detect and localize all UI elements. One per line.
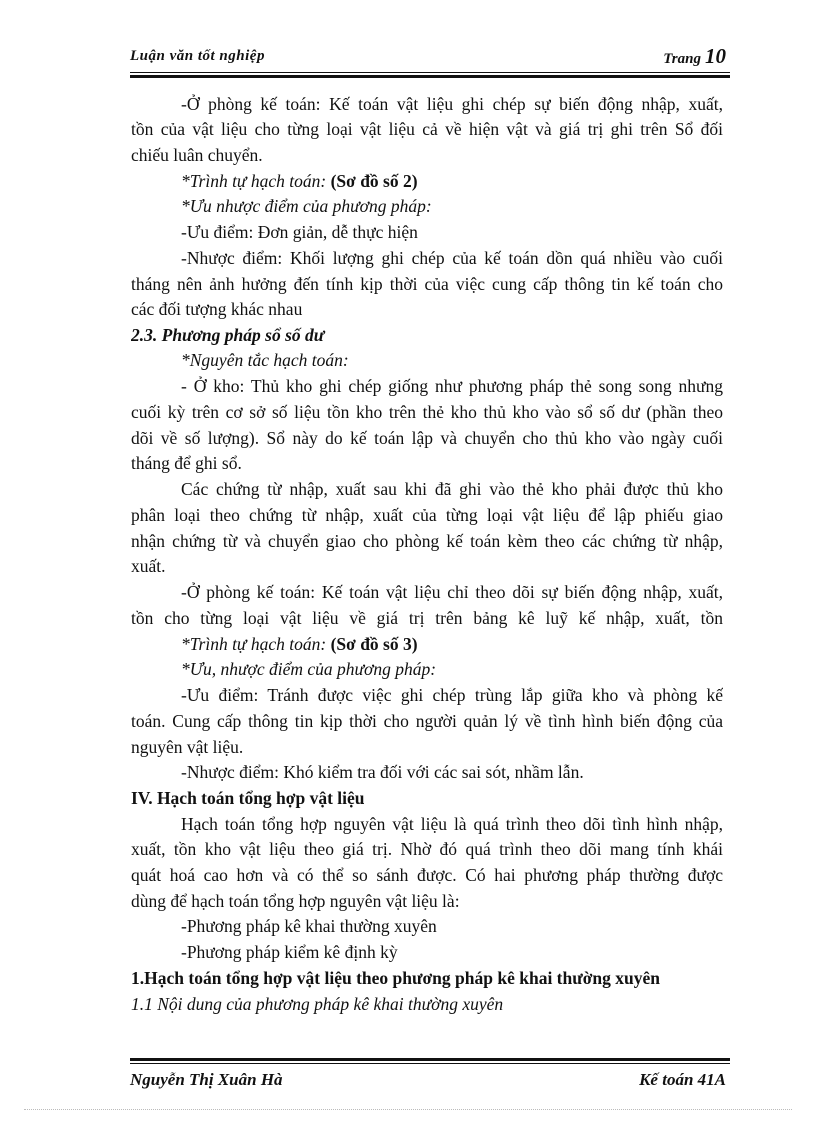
text-line bbox=[131, 92, 723, 116]
text-line bbox=[131, 246, 723, 270]
page-number: 10 bbox=[705, 44, 726, 68]
text-segment: -Phương pháp kiểm kê định kỳ bbox=[181, 942, 398, 962]
text-segment: Hạch toán tổng hợp nguyên vật liệu là quá trình theo dõi tình hình nhập, bbox=[181, 814, 723, 834]
text-line bbox=[131, 323, 723, 347]
text-segment: *Trình tự hạch toán: bbox=[181, 634, 331, 654]
text-segment: nguyên vật liệu. bbox=[131, 737, 244, 757]
page-footer bbox=[130, 1066, 726, 1096]
text-segment: tháng nên ảnh hưởng đến tính kịp thời của việc cung cấp thông tin kế toán cho bbox=[131, 274, 723, 294]
text-segment: -Nhược điểm: Khối lượng ghi chép của kế toán dồn quá nhiều vào cuối bbox=[181, 248, 723, 268]
text-segment: 1.Hạch toán tổng hợp vật liệu theo phương pháp kê khai thường xuyên bbox=[131, 968, 661, 988]
footer-class: Kế toán 41A bbox=[639, 1070, 726, 1089]
text-line bbox=[131, 940, 723, 964]
text-segment: -Ở phòng kế toán: Kế toán vật liệu chỉ theo dõi sự biến động nhập, xuất, bbox=[181, 582, 723, 602]
header-page-word: Trang bbox=[663, 51, 701, 67]
text-line bbox=[131, 220, 723, 244]
footer-author: Nguyễn Thị Xuân Hà bbox=[130, 1070, 283, 1089]
text-line bbox=[131, 529, 723, 553]
text-segment: Các chứng từ nhập, xuất sau khi đã ghi vào thẻ kho phải được thủ kho bbox=[181, 479, 723, 499]
text-line bbox=[131, 400, 723, 424]
header-page-label bbox=[663, 44, 726, 69]
header-title: Luận văn tốt nghiệp bbox=[130, 48, 265, 64]
header-rule-thick bbox=[130, 75, 730, 78]
text-line bbox=[131, 272, 723, 296]
text-segment: -Ưu điểm: Tránh được việc ghi chép trùng lắp giữa kho và phòng kế bbox=[181, 685, 723, 705]
text-line bbox=[131, 580, 723, 604]
text-segment: *Nguyên tắc hạch toán: bbox=[181, 350, 349, 370]
text-segment: - Ở kho: Thủ kho ghi chép giống như phương pháp thẻ song song nhưng bbox=[181, 376, 723, 396]
footer-rule-thick bbox=[130, 1058, 730, 1061]
text-line bbox=[131, 632, 723, 656]
text-segment: (Sơ đồ số 3) bbox=[330, 634, 418, 654]
text-line bbox=[131, 786, 723, 810]
text-line bbox=[131, 966, 723, 990]
text-segment: các đối tượng khác nhau bbox=[131, 299, 303, 319]
text-line bbox=[131, 117, 723, 141]
text-segment: -Ưu điểm: Đơn giản, dễ thực hiện bbox=[181, 222, 418, 242]
text-segment: chiếu luân chuyển. bbox=[131, 145, 263, 165]
text-segment: phân loại theo chứng từ nhập, xuất của từng loại vật liệu để lập phiếu giao bbox=[131, 505, 723, 525]
text-segment: tồn của vật liệu cho từng loại vật liệu cả về hiện vật và giá trị ghi trên Sổ đối bbox=[131, 119, 723, 139]
text-segment: dõi về số lượng). Sổ này do kế toán lập và chuyển cho thủ kho vào ngày cuối bbox=[131, 428, 723, 448]
text-line bbox=[131, 709, 723, 733]
text-segment: dùng để hạch toán tổng hợp nguyên vật liệu là: bbox=[131, 891, 460, 911]
text-segment: -Phương pháp kê khai thường xuyên bbox=[181, 916, 437, 936]
text-line bbox=[131, 992, 723, 1016]
text-line bbox=[131, 143, 723, 167]
text-segment: *Ưu nhược điểm của phương pháp: bbox=[181, 196, 432, 216]
text-line bbox=[131, 348, 723, 372]
text-line bbox=[131, 374, 723, 398]
text-segment: nhận chứng từ và chuyển giao cho phòng kế toán kèm theo các chứng từ nhập, bbox=[131, 531, 723, 551]
text-segment: -Nhược điểm: Khó kiểm tra đối với các sai sót, nhầm lẫn. bbox=[181, 762, 584, 782]
text-line bbox=[131, 426, 723, 450]
text-segment: *Ưu, nhược điểm của phương pháp: bbox=[181, 659, 437, 679]
text-line bbox=[131, 606, 723, 630]
text-line bbox=[131, 194, 723, 218]
text-line bbox=[131, 760, 723, 784]
text-line bbox=[131, 477, 723, 501]
text-line bbox=[131, 503, 723, 527]
text-line bbox=[131, 554, 723, 578]
text-segment: toán. Cung cấp thông tin kịp thời cho người quản lý về tình hình biến động của bbox=[131, 711, 723, 731]
text-line bbox=[131, 297, 723, 321]
text-segment: xuất, tồn kho vật liệu theo giá trị. Nhờ đó quá trình theo dõi mang tính khái bbox=[131, 839, 723, 859]
text-line bbox=[131, 683, 723, 707]
text-segment: tháng để ghi sổ. bbox=[131, 453, 242, 473]
text-line bbox=[131, 914, 723, 938]
text-line bbox=[131, 812, 723, 836]
text-segment: 1.1 Nội dung của phương pháp kê khai thường xuyên bbox=[131, 994, 504, 1014]
text-segment: 2.3. Phương pháp sổ số dư bbox=[131, 325, 325, 345]
text-line bbox=[131, 889, 723, 913]
page-header bbox=[130, 44, 726, 74]
page-edge-dotted-line bbox=[24, 1109, 792, 1111]
text-segment: xuất. bbox=[131, 556, 166, 576]
text-segment: quát hoá cao hơn và có thể so sánh được. Có hai phương pháp thường được bbox=[131, 865, 723, 885]
text-segment: *Trình tự hạch toán: bbox=[181, 171, 331, 191]
text-line bbox=[131, 863, 723, 887]
footer-rule-thin bbox=[130, 1063, 730, 1064]
text-segment: -Ở phòng kế toán: Kế toán vật liệu ghi chép sự biến động nhập, xuất, bbox=[181, 94, 723, 114]
text-segment: cuối kỳ trên cơ sở số liệu tồn kho trên thẻ kho thủ kho vào sổ số dư (phần theo bbox=[131, 402, 723, 422]
text-segment: (Sơ đồ số 2) bbox=[330, 171, 418, 191]
text-segment: IV. Hạch toán tổng hợp vật liệu bbox=[131, 788, 365, 808]
header-rule-thin bbox=[130, 72, 730, 73]
text-line bbox=[131, 837, 723, 861]
text-line bbox=[131, 657, 723, 681]
text-segment: tồn cho từng loại vật liệu về giá trị trên bảng kê luỹ kế nhập, xuất, tồn bbox=[131, 608, 723, 628]
text-line bbox=[131, 451, 723, 475]
text-line bbox=[131, 735, 723, 759]
text-line bbox=[131, 169, 723, 193]
